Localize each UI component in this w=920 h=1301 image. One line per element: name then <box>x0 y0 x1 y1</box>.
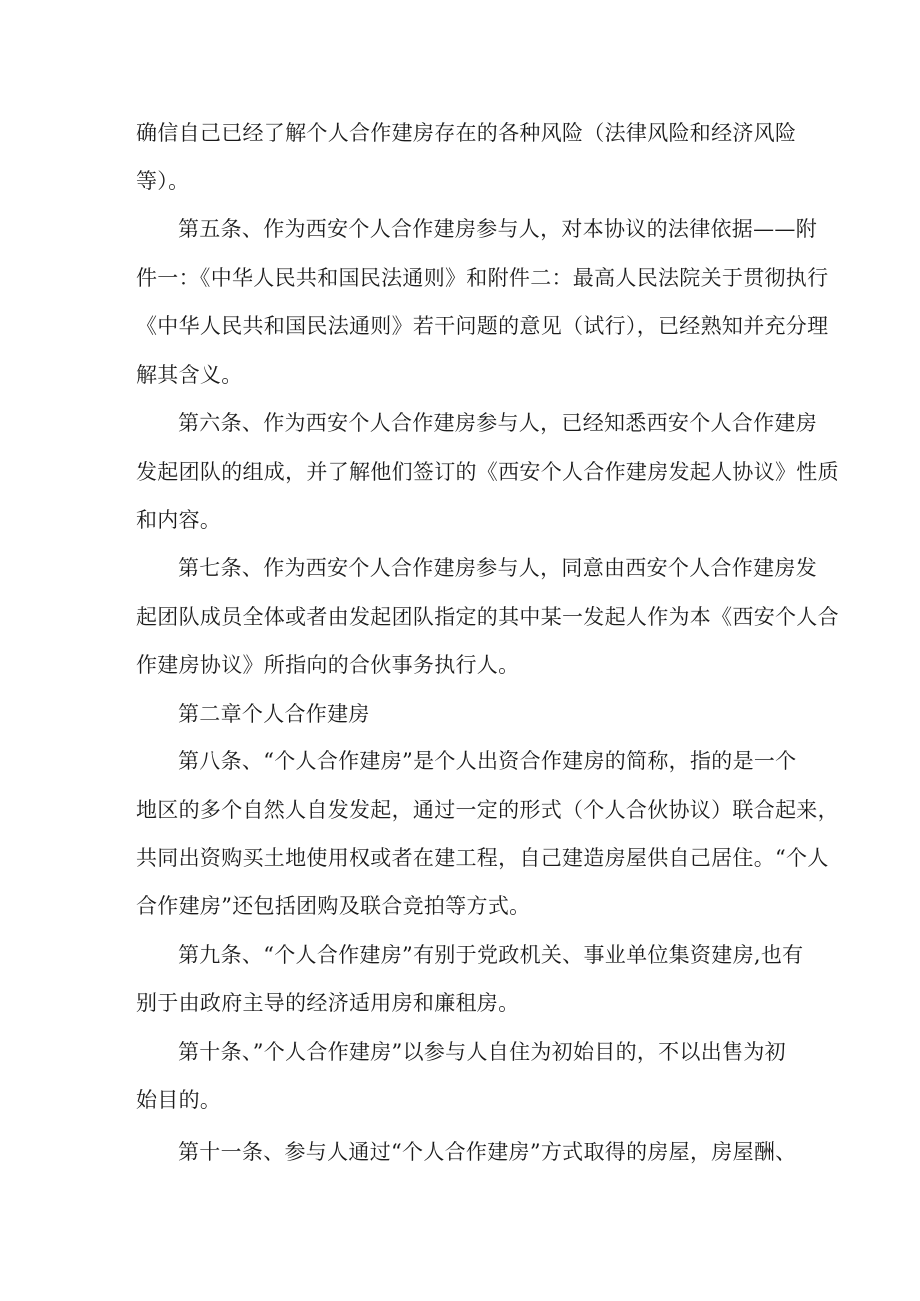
text-line: 《中华人民共和国民法通则》若干问题的意见（试行），已经熟知并充分理 <box>136 314 829 338</box>
text-line: 第十条、”个人合作建房”以参与人自住为初始目的，不以出售为初 <box>178 1040 786 1064</box>
text-line: 共同出资购买土地使用权或者在建工程，自己建造房屋供自己居住。“个人 <box>136 846 829 870</box>
text-line: 第九条、“个人合作建房”有别于党政机关、事业单位集资建房,也有 <box>178 943 804 967</box>
text-line: 等）。 <box>136 169 190 193</box>
text-line: 发起团队的组成，并了解他们签订的《西安个人合作建房发起人协议》性质 <box>136 460 839 484</box>
text-line: 第六条、作为西安个人合作建房参与人，已经知悉西安个人合作建房 <box>178 411 817 435</box>
text-line: 第五条、作为西安个人合作建房参与人，对本协议的法律依据——附 <box>178 217 817 241</box>
text-line: 和内容。 <box>136 508 222 532</box>
text-line: 合作建房”还包括团购及联合竞拍等方式。 <box>136 894 531 918</box>
text-line: 第七条、作为西安个人合作建房参与人，同意由西安个人合作建房发 <box>178 556 817 580</box>
text-line: 始目的。 <box>136 1088 222 1112</box>
text-line: 地区的多个自然人自发发起，通过一定的形式（个人合伙协议）联合起来， <box>136 798 839 822</box>
text-line: 确信自己已经了解个人合作建房存在的各种风险（法律风险和经济风险 <box>136 121 797 145</box>
text-line: 起团队成员全体或者由发起团队指定的其中某一发起人作为本《西安个人合 <box>136 605 839 629</box>
text-line: 第十一条、参与人通过“个人合作建房”方式取得的房屋，房屋酬、 <box>178 1140 797 1164</box>
text-line: 件一：《中华人民共和国民法通则》和附件二：最高人民法院关于贯彻执行 <box>136 266 829 290</box>
text-line: 第八条、“个人合作建房”是个人出资合作建房的简称，指的是一个 <box>178 749 797 773</box>
text-line: 别于由政府主导的经济适用房和廉租房。 <box>136 991 520 1015</box>
text-line: 解其含义。 <box>136 363 243 387</box>
chapter-heading: 第二章个人合作建房 <box>178 702 370 726</box>
text-line: 作建房协议》所指向的合伙事务执行人。 <box>136 653 520 677</box>
